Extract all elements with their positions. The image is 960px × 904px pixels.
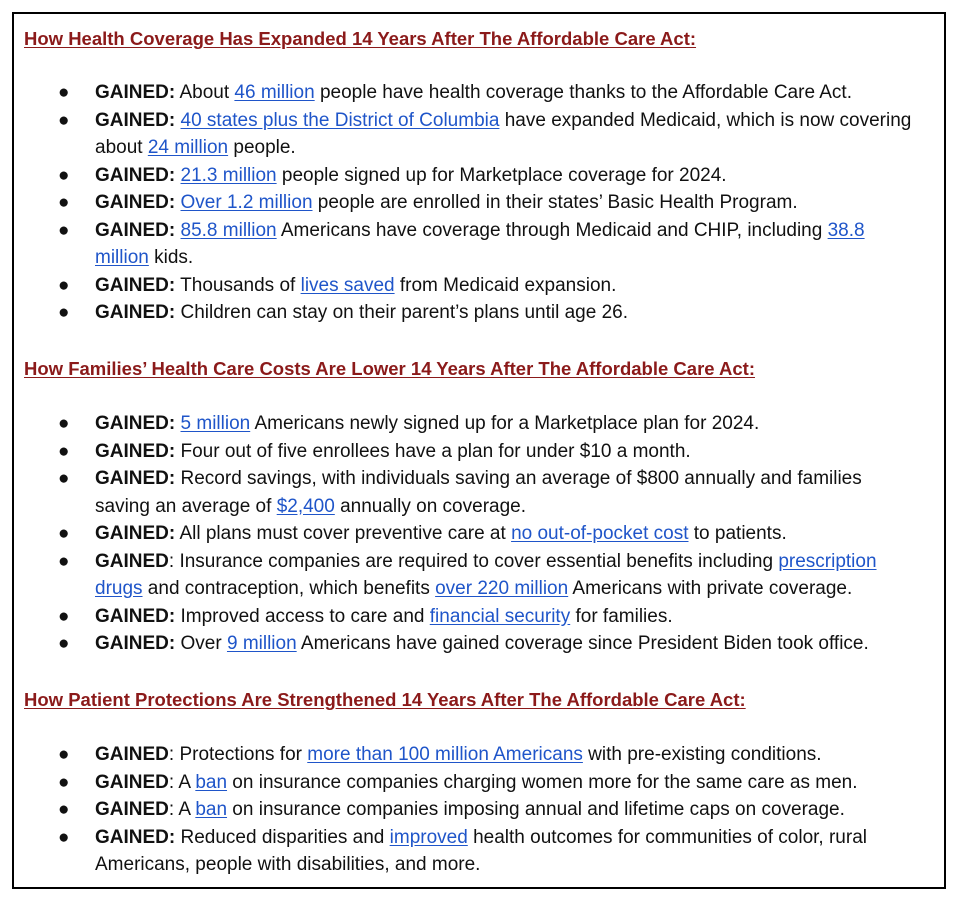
gained-label: GAINED:: [95, 633, 176, 654]
item-text: : A: [168, 771, 196, 793]
list-item: [14, 769, 915, 797]
inline-link[interactable]: 21.3 million: [180, 164, 277, 186]
list-item: [14, 410, 915, 438]
inline-link[interactable]: no out-of-pocket cost: [511, 523, 689, 544]
coverage-list: [14, 79, 934, 327]
gained-label: GAINED:: [95, 274, 176, 296]
list-item: [14, 79, 915, 107]
bullet-icon: ●: [58, 633, 70, 654]
document-frame: [12, 12, 946, 889]
inline-link[interactable]: 40 states plus the District of Columbia: [180, 109, 500, 131]
list-item: [14, 603, 915, 631]
list-item: [14, 189, 915, 217]
list-item: [14, 548, 915, 603]
bullet-icon: ●: [58, 192, 70, 213]
list-item: [14, 438, 915, 466]
inline-link[interactable]: over 220 million: [435, 578, 569, 599]
bullet-icon: ●: [58, 744, 70, 765]
inline-link[interactable]: 24 million: [147, 137, 229, 158]
gained-label: GAINED:: [95, 605, 176, 627]
bullet-icon: ●: [58, 82, 70, 103]
item-text: Improved access to care and: [175, 605, 430, 627]
item-text: Four out of five enrollees have a plan for under $10 a month.: [175, 440, 691, 462]
gained-label: GAINED:: [95, 440, 176, 462]
gained-label: GAINED: [95, 799, 169, 820]
inline-link[interactable]: 9 million: [226, 633, 297, 654]
bullet-icon: ●: [58, 274, 70, 296]
bullet-icon: ●: [58, 799, 70, 820]
item-text: Over: [175, 633, 227, 654]
list-item: [14, 741, 915, 769]
gained-label: GAINED:: [95, 413, 176, 434]
list-item: [14, 162, 915, 190]
gained-label: GAINED:: [95, 523, 176, 544]
item-text: from Medicaid expansion.: [394, 274, 617, 296]
item-text: Children can stay on their parent’s plans until age 26.: [175, 302, 628, 323]
item-text: people are enrolled in their states’ Basic Health Program.: [312, 192, 798, 213]
bullet-icon: ●: [58, 219, 70, 241]
bullet-icon: ●: [58, 826, 70, 848]
item-text: : A: [168, 799, 196, 820]
item-text: on insurance companies imposing annual and lifetime caps on coverage.: [227, 799, 845, 820]
inline-link[interactable]: improved: [389, 826, 468, 848]
list-item: [14, 630, 915, 658]
list-item: [14, 217, 915, 272]
item-text: : Protections for: [168, 744, 308, 765]
section-heading-protections: How Patient Protections Are Strengthened 14 Years After The Affordable Care Act:: [24, 689, 746, 710]
list-item: [14, 465, 915, 520]
item-text: have expanded Medicaid, which is now covering about: [95, 109, 912, 158]
item-text: people signed up for Marketplace coverage for 2024.: [276, 164, 727, 186]
list-item: [14, 299, 915, 327]
item-text: and contraception, which benefits: [142, 578, 436, 599]
gained-label: GAINED:: [95, 219, 176, 241]
item-text: people.: [228, 137, 296, 158]
gained-label: GAINED:: [95, 164, 176, 186]
bullet-icon: ●: [58, 413, 70, 434]
gained-label: GAINED:: [95, 826, 176, 848]
item-text: kids.: [148, 247, 194, 268]
item-text: to patients.: [688, 523, 787, 544]
item-text: About: [175, 82, 235, 103]
item-text: for families.: [570, 605, 673, 627]
inline-link[interactable]: ban: [195, 771, 228, 793]
inline-link[interactable]: lives saved: [300, 274, 395, 296]
item-text: Americans have coverage through Medicaid and CHIP, including: [276, 219, 828, 241]
bullet-icon: ●: [58, 468, 70, 489]
section-heading-costs: How Families’ Health Care Costs Are Lower 14 Years After The Affordable Care Act:: [24, 358, 755, 379]
protections-list: [14, 741, 934, 879]
inline-link[interactable]: ban: [195, 799, 228, 820]
inline-link[interactable]: more than 100 million Americans: [307, 744, 583, 765]
gained-label: GAINED:: [95, 109, 176, 131]
list-item: [14, 107, 915, 162]
section-heading-coverage: How Health Coverage Has Expanded 14 Years After The Affordable Care Act:: [24, 28, 697, 49]
gained-label: GAINED: [95, 550, 169, 572]
bullet-icon: ●: [58, 109, 70, 131]
bullet-icon: ●: [58, 302, 70, 323]
bullet-icon: ●: [58, 523, 70, 544]
inline-link[interactable]: 85.8 million: [180, 219, 277, 241]
list-item: [14, 520, 915, 548]
inline-link[interactable]: Over 1.2 million: [180, 192, 313, 213]
item-text: people have health coverage thanks to the Affordable Care Act.: [314, 82, 852, 103]
inline-link[interactable]: 5 million: [180, 413, 251, 434]
gained-label: GAINED: [95, 744, 169, 765]
gained-label: GAINED:: [95, 192, 176, 213]
item-text: Reduced disparities and: [175, 826, 390, 848]
gained-label: GAINED:: [95, 82, 176, 103]
inline-link[interactable]: $2,400: [276, 495, 335, 517]
bullet-icon: ●: [58, 164, 70, 186]
item-text: Record savings, with individuals saving an average of $800 annually and families saving an average of: [95, 468, 862, 517]
item-text: on insurance companies charging women more for the same care as men.: [227, 771, 858, 793]
inline-link[interactable]: financial security: [429, 605, 571, 627]
gained-label: GAINED:: [95, 302, 176, 323]
item-text: Americans with private coverage.: [568, 578, 853, 599]
item-text: health outcomes for communities of color, rural Americans, people with disabilities, and more.: [95, 826, 867, 875]
item-text: annually on coverage.: [334, 495, 526, 517]
item-text: : Insurance companies are required to cover essential benefits including: [168, 550, 779, 572]
item-text: Americans newly signed up for a Marketplace plan for 2024.: [250, 413, 760, 434]
item-text: with pre-existing conditions.: [582, 744, 822, 765]
bullet-icon: ●: [58, 440, 70, 462]
bullet-icon: ●: [58, 771, 70, 793]
list-item: [14, 272, 915, 300]
bullet-icon: ●: [58, 605, 70, 627]
list-item: [14, 796, 915, 824]
inline-link[interactable]: 46 million: [234, 82, 315, 103]
inline-link[interactable]: 38.8 million: [95, 219, 865, 268]
bullet-icon: ●: [58, 550, 70, 572]
gained-label: GAINED:: [95, 468, 176, 489]
gained-label: GAINED: [95, 771, 169, 793]
item-text: Americans have gained coverage since President Biden took office.: [296, 633, 869, 654]
list-item: [14, 824, 915, 879]
item-text: Thousands of: [175, 274, 301, 296]
costs-list: [14, 410, 934, 658]
item-text: All plans must cover preventive care at: [175, 523, 512, 544]
inline-link[interactable]: prescription drugs: [95, 550, 877, 599]
